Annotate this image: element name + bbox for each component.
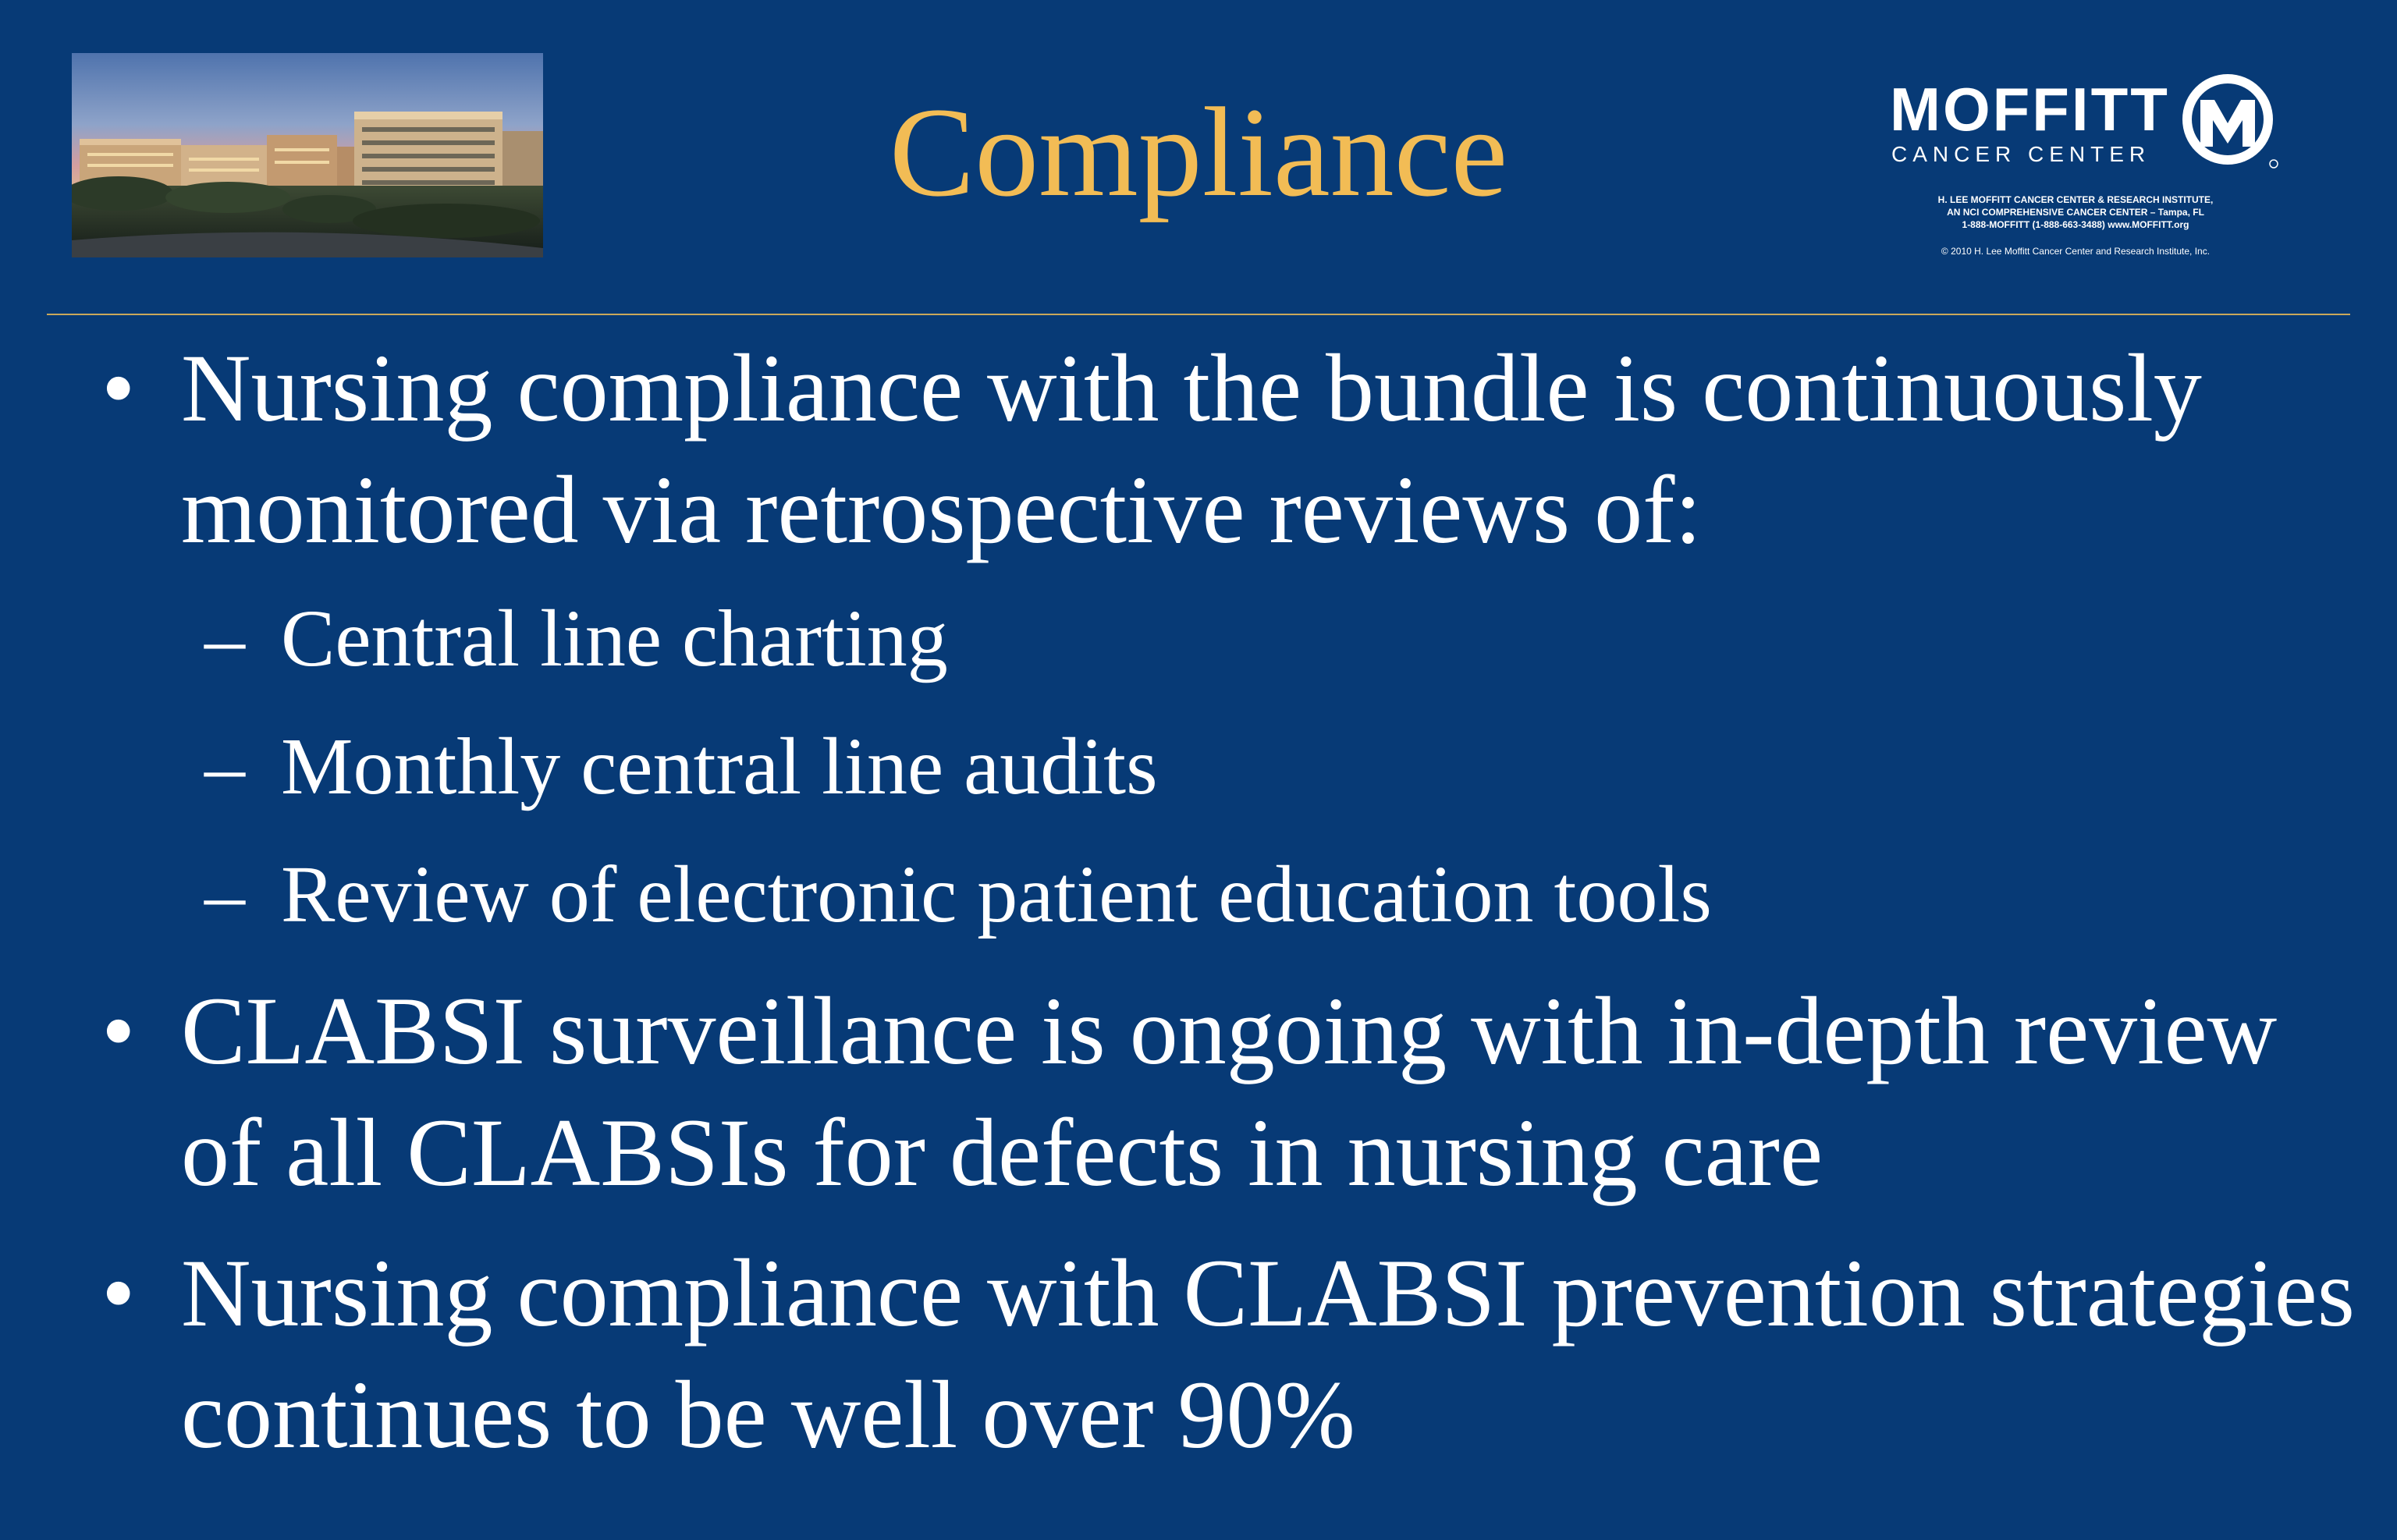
sub-text: Central line charting <box>281 594 948 683</box>
bullet-item <box>101 970 2333 1220</box>
sub-marker: – <box>204 722 245 811</box>
bullet-marker: • <box>101 335 136 442</box>
bullet-item <box>101 1233 2356 1482</box>
bullet-text: Nursing compliance with CLABSI prevention strategies continues to be well over 90% <box>181 1240 2356 1468</box>
bullet-text: CLABSI surveillance is ongoing with in-depth review of all CLABSIs for defects in nursing care <box>181 978 2278 1206</box>
bullet-marker: • <box>101 978 136 1084</box>
logo-info-line: AN NCI COMPREHENSIVE CANCER CENTER – Tampa, FL <box>1947 207 2204 218</box>
logo-info-line: 1-888-MOFFITT (1-888-663-3488) www.MOFFITT.org <box>1962 219 2189 230</box>
sub-marker: – <box>204 850 245 939</box>
bullet-text: Nursing compliance with the bundle is continuously monitored via retrospective reviews of: <box>181 335 2202 563</box>
logo-copyright: © 2010 H. Lee Moffitt Cancer Center and Research Institute, Inc. <box>1941 246 2211 257</box>
logo-wordmark: MOFFITT <box>1890 75 2170 144</box>
logo-subtitle: CANCER CENTER <box>1891 142 2151 166</box>
bullet-marker: • <box>101 1240 136 1347</box>
sub-text: Review of electronic patient education tools <box>281 850 1712 939</box>
sub-text: Monthly central line audits <box>281 722 1158 811</box>
slide-title: Compliance <box>889 82 1508 223</box>
sub-marker: – <box>204 594 245 683</box>
bullet-item <box>101 328 2333 577</box>
logo-info-line: H. LEE MOFFITT CANCER CENTER & RESEARCH INSTITUTE, <box>1937 194 2214 205</box>
